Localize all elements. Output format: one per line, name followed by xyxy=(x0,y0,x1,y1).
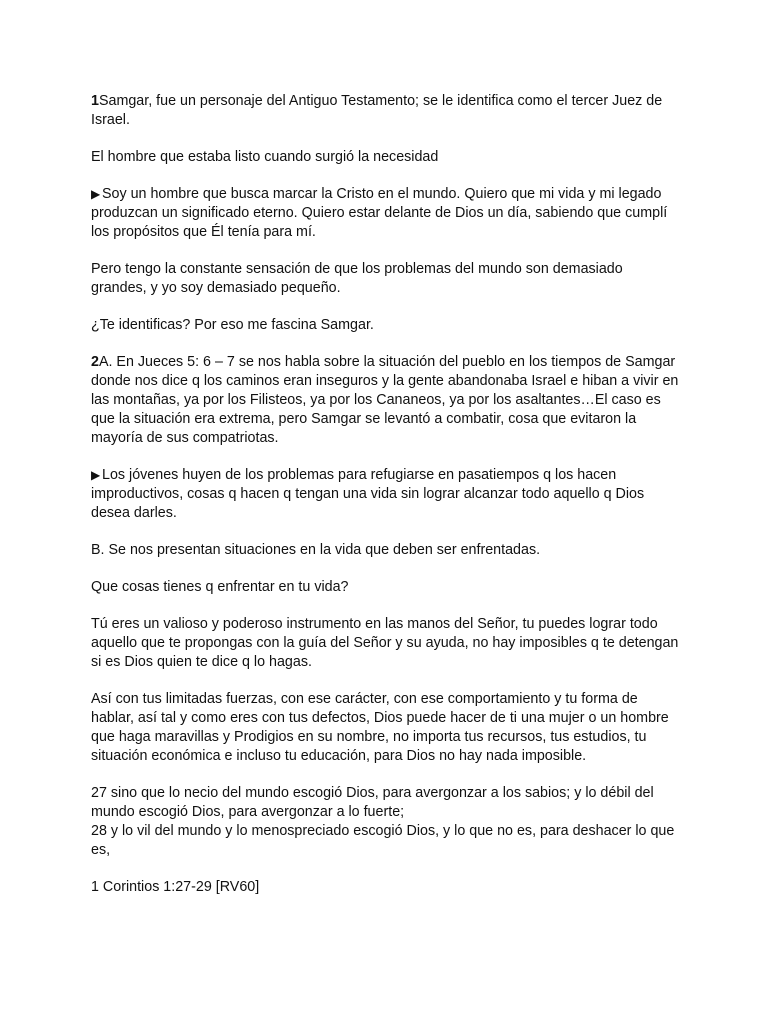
document-body xyxy=(91,92,681,915)
paragraph-point-b xyxy=(91,541,681,560)
paragraph-question xyxy=(91,316,681,335)
point-number: 1 xyxy=(91,93,99,109)
paragraph-text: 27 sino que lo necio del mundo escogió Dios, para avergonzar a los sabios; y lo débil del mundo escogió Dios, para avergonzar a lo fuerte; xyxy=(91,785,654,820)
scripture-reference xyxy=(91,878,681,897)
paragraph-instrument xyxy=(91,615,681,672)
paragraph-text: Que cosas tienes q enfrentar en tu vida? xyxy=(91,579,349,595)
paragraph-text: Pero tengo la constante sensación de que los problemas del mundo son demasiado grandes, y yo soy demasiado pequeño. xyxy=(91,261,623,296)
paragraph-arrow-1 xyxy=(91,185,681,242)
paragraph-question-2 xyxy=(91,578,681,597)
paragraph-problems xyxy=(91,260,681,298)
point-number: 2 xyxy=(91,354,99,370)
arrow-bullet-icon: ▶ xyxy=(91,468,101,482)
verse-28 xyxy=(91,822,681,860)
paragraph-text: Así con tus limitadas fuerzas, con ese carácter, con ese comportamiento y tu forma de hablar, así tal y como eres con tus defectos, Dios puede hacer de ti una mujer o un hombre que haga maravillas y Prodigios en su nombre, no importa tus recursos, tus estudios, tu situación económica e incluso tu educación, para Dios no hay nada imposible. xyxy=(91,691,669,764)
paragraph-text: El hombre que estaba listo cuando surgió la necesidad xyxy=(91,149,439,165)
paragraph-text: Soy un hombre que busca marcar la Cristo en el mundo. Quiero que mi vida y mi legado produzcan un significado eterno. Quiero estar delante de Dios un día, sabiendo que cumplí los propósitos que Él tenía para mí. xyxy=(91,186,668,240)
paragraph-text: ¿Te identificas? Por eso me fascina Samgar. xyxy=(91,317,374,333)
paragraph-limited-strength xyxy=(91,690,681,766)
paragraph-text: 28 y lo vil del mundo y lo menospreciado escogió Dios, y lo que no es, para deshacer lo que es, xyxy=(91,823,675,858)
paragraph-text: Samgar, fue un personaje del Antiguo Testamento; se le identifica como el tercer Juez de Israel. xyxy=(91,93,663,128)
paragraph-samgar-intro xyxy=(91,92,681,130)
paragraph-text: Tú eres un valioso y poderoso instrumento en las manos del Señor, tu puedes lograr todo aquello que te propongas con la guía del Señor y su ayuda, no hay imposibles q te detengan si es Dios quien te dice q lo hagas. xyxy=(91,616,679,670)
paragraph-text: B. Se nos presentan situaciones en la vida que deben ser enfrentadas. xyxy=(91,542,541,558)
paragraph-text: 1 Corintios 1:27-29 [RV60] xyxy=(91,879,260,895)
paragraph-heading-line xyxy=(91,148,681,167)
paragraph-text: A. En Jueces 5: 6 – 7 se nos habla sobre la situación del pueblo en los tiempos de Samgar donde nos dice q los caminos eran inseguros y la gente abandonaba Israel e hiban a vivir en las montañas, ya por los Filisteos, ya por los Cananeos, ya por los asaltantes…El caso es que la situación era extrema, pero Samgar se levantó a combatir, cosa que evitaron la mayoría de sus compatriotas. xyxy=(91,354,679,446)
paragraph-arrow-2 xyxy=(91,466,681,523)
arrow-bullet-icon: ▶ xyxy=(91,187,101,201)
paragraph-text: Los jóvenes huyen de los problemas para refugiarse en pasatiempos q los hacen improductivos, cosas q hacen q tengan una vida sin lograr alcanzar todo aquello q Dios desea darles. xyxy=(91,467,645,521)
verse-27 xyxy=(91,784,681,822)
paragraph-jueces xyxy=(91,353,681,448)
